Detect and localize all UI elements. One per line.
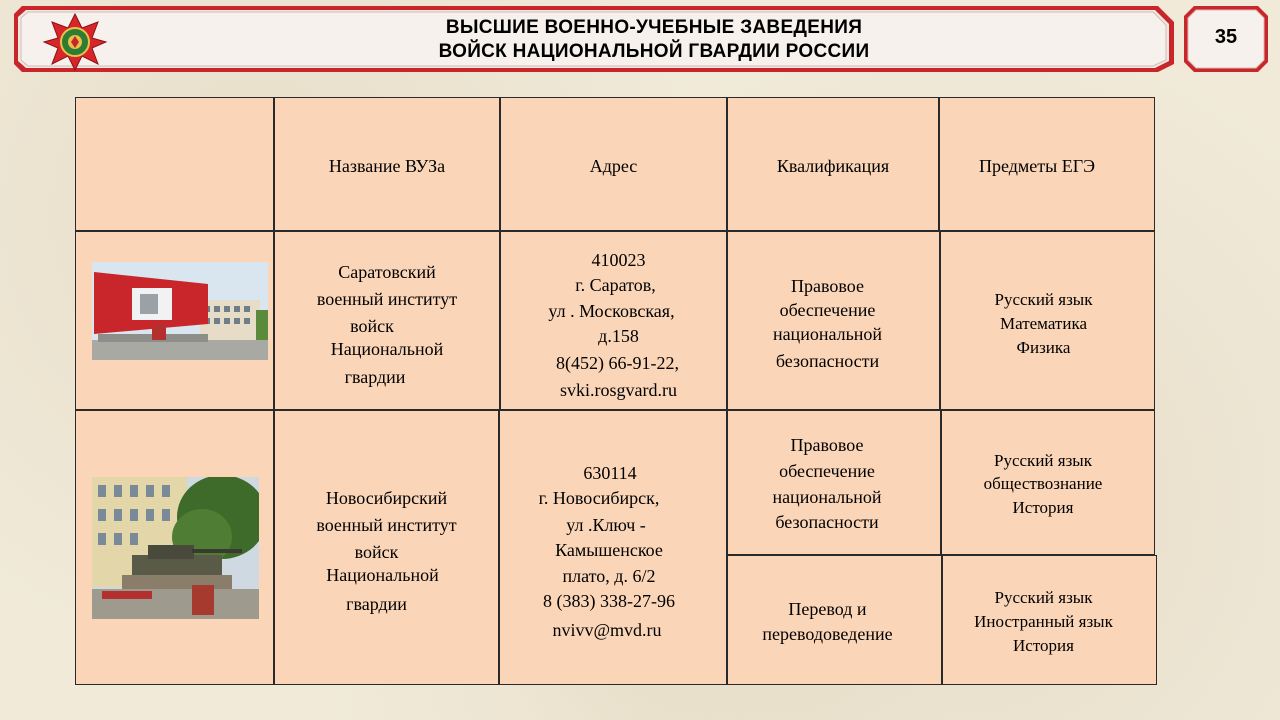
saratov-institute-photo: [92, 262, 268, 360]
row-1-qual-line-2: обеспечение: [779, 300, 876, 320]
row-2-qual-2-subject-1: Русский язык: [994, 588, 1093, 607]
table-row-2-qualification-1-cell: [727, 410, 941, 555]
row-2-qual-1-line-4: безопасности: [775, 512, 879, 532]
table-row-2-photo-cell: [75, 410, 274, 685]
page-number: 35: [1214, 26, 1238, 48]
title-line-1: ВЫСШИЕ ВОЕННО-УЧЕБНЫЕ ЗАВЕДЕНИЯ: [445, 17, 863, 38]
row-2-qual-1-subject-2: обществознание: [983, 474, 1103, 493]
row-1-name-line-1: Саратовский: [338, 262, 436, 282]
table-row-2-subjects-2-cell: [942, 555, 1157, 685]
title-line-2: ВОЙСК НАЦИОНАЛЬНОЙ ГВАРДИИ РОССИИ: [438, 41, 870, 62]
row-2-address-line-3: ул .Ключ -: [566, 515, 646, 535]
table-row-1-qualification-cell: [727, 231, 940, 410]
row-2-qual-2-subject-2: Иностранный язык: [974, 612, 1113, 631]
row-1-address-line-4: д.158: [598, 326, 639, 346]
table-row-2-address-cell: [499, 410, 727, 685]
row-2-address-line-5: плато, д. 6/2: [562, 566, 656, 586]
row-1-name-line-5: гвардии: [344, 367, 406, 387]
row-1-qual-line-1: Правовое: [791, 276, 864, 296]
row-1-address-line-1: 410023: [591, 250, 646, 270]
novosibirsk-institute-photo: [92, 477, 259, 619]
row-1-qual-line-3: национальной: [772, 324, 883, 344]
row-1-address-line-3: ул . Московская,: [548, 301, 675, 321]
row-1-name-line-2: военный институт: [316, 289, 458, 309]
row-2-address-line-4: Камышенское: [555, 540, 663, 560]
table-row-2-subjects-1-cell: [941, 410, 1155, 555]
national-guard-emblem-icon: [42, 12, 108, 72]
table-row-2-qualification-2-cell: [727, 555, 942, 685]
header-cell-qualification: [727, 97, 939, 231]
table-row-2-name-cell: [274, 410, 499, 685]
table-row-1-name-cell: [274, 231, 500, 410]
row-1-name-line-3: войск: [350, 316, 394, 336]
row-1-name-line-4: Национальной: [330, 339, 444, 359]
row-2-qual-1-subject-3: История: [1012, 498, 1074, 517]
header-subjects-label: Предметы ЕГЭ: [978, 156, 1096, 176]
row-1-subject-3: Физика: [1016, 338, 1071, 357]
row-2-name-line-2: военный институт: [316, 515, 457, 535]
table-row-1-subjects-cell: [940, 231, 1155, 410]
header-address-label: Адрес: [589, 156, 638, 176]
row-2-address-line-2: г. Новосибирск,: [538, 488, 660, 508]
page-number-box: [1184, 6, 1268, 72]
header-cell-photo: [75, 97, 274, 231]
header-qualification-label: Квалификация: [776, 156, 890, 176]
row-2-qual-1-line-3: национальной: [772, 487, 882, 507]
row-2-qual-1-line-1: Правовое: [790, 435, 864, 455]
row-2-qual-2-line-2: переводоведение: [762, 624, 893, 644]
row-2-qual-1-line-2: обеспечение: [779, 461, 875, 481]
row-2-name-line-4: Национальной: [326, 565, 439, 585]
row-1-phone: 8(452) 66-91-22,: [556, 353, 679, 373]
header-cell-name: [274, 97, 500, 231]
row-1-website: svki.rosgvard.ru: [560, 380, 677, 400]
header-name-label: Название ВУЗа: [328, 156, 446, 176]
row-2-address-line-1: 630114: [583, 463, 637, 483]
row-1-qual-line-4: безопасности: [775, 351, 880, 371]
row-2-phone: 8 (383) 338-27-96: [543, 591, 675, 611]
row-1-subject-2: Математика: [999, 314, 1088, 333]
row-2-name-line-1: Новосибирский: [325, 488, 448, 508]
header-cell-subjects: [939, 97, 1155, 231]
row-2-name-line-5: гвардии: [346, 594, 407, 614]
row-2-qual-1-subject-1: Русский язык: [994, 451, 1092, 470]
header-cell-address: [500, 97, 727, 231]
table-row-1-address-cell: [500, 231, 727, 410]
page-title: [134, 16, 1174, 64]
row-1-address-line-2: г. Саратов,: [575, 275, 656, 295]
row-2-qual-2-line-1: Перевод и: [788, 599, 867, 619]
title-banner: [14, 6, 1174, 72]
row-1-subject-1: Русский язык: [994, 290, 1093, 309]
row-2-name-line-3: войск: [354, 542, 399, 562]
row-2-email: nvivv@mvd.ru: [552, 620, 662, 640]
row-2-qual-2-subject-3: История: [1013, 636, 1074, 655]
